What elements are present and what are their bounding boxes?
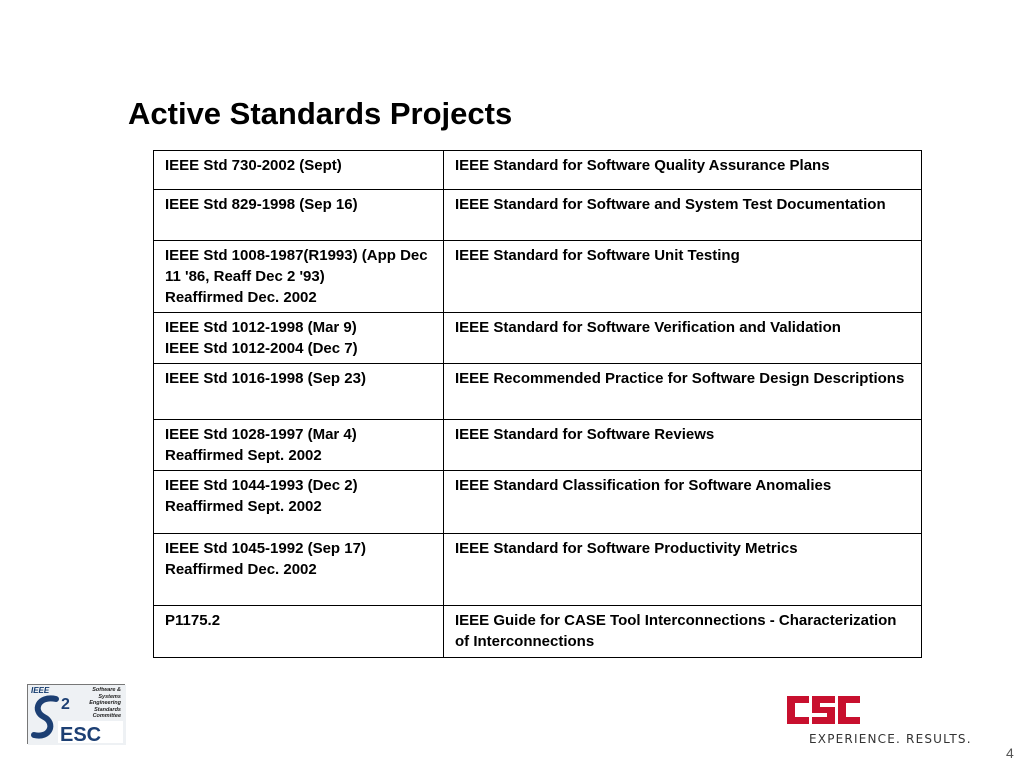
standard-cell: IEEE Std 730-2002 (Sept) <box>154 151 444 190</box>
standard-cell: IEEE Std 829-1998 (Sep 16) <box>154 190 444 241</box>
standard-cell: IEEE Std 1008-1987(R1993) (App Dec 11 '86, Reaff Dec 2 '93) Reaffirmed Dec. 2002 <box>154 241 444 313</box>
table-row <box>154 190 922 241</box>
description-cell: IEEE Standard for Software Unit Testing <box>444 241 922 313</box>
standard-cell: IEEE Std 1016-1998 (Sep 23) <box>154 364 444 420</box>
csc-logo-icon <box>785 692 865 728</box>
description-cell: IEEE Standard for Software Verification and Validation <box>444 313 922 364</box>
page-number: 4 <box>1006 745 1014 761</box>
svg-text:2: 2 <box>61 696 70 713</box>
csc-tagline: EXPERIENCE. RESULTS. <box>809 732 972 746</box>
description-cell: IEEE Standard Classification for Software Anomalies <box>444 471 922 534</box>
description-cell: IEEE Guide for CASE Tool Interconnections - Characterization of Interconnections <box>444 606 922 658</box>
slide-title: Active Standards Projects <box>128 96 513 131</box>
table-row <box>154 471 922 534</box>
table-row <box>154 151 922 190</box>
description-cell: IEEE Standard for Software Productivity Metrics <box>444 534 922 606</box>
description-cell: IEEE Recommended Practice for Software Design Descriptions <box>444 364 922 420</box>
standard-cell: IEEE Std 1012-1998 (Mar 9) IEEE Std 1012-2004 (Dec 7) <box>154 313 444 364</box>
svg-text:ESC: ESC <box>60 724 102 745</box>
table-row <box>154 241 922 313</box>
committee-label: Software & Systems Engineering Standards Committee <box>89 687 121 719</box>
table-row <box>154 534 922 606</box>
standards-table <box>153 150 922 658</box>
description-cell: IEEE Standard for Software Reviews <box>444 420 922 471</box>
table-row <box>154 420 922 471</box>
description-cell: IEEE Standard for Software Quality Assurance Plans <box>444 151 922 190</box>
csc-logo <box>785 692 990 748</box>
table-row <box>154 606 922 658</box>
s2esc-logo <box>27 684 125 744</box>
standard-cell: IEEE Std 1028-1997 (Mar 4) Reaffirmed Sept. 2002 <box>154 420 444 471</box>
table-row <box>154 364 922 420</box>
description-cell: IEEE Standard for Software and System Test Documentation <box>444 190 922 241</box>
ieee-label: IEEE <box>31 686 50 695</box>
standard-cell: IEEE Std 1045-1992 (Sep 17) Reaffirmed Dec. 2002 <box>154 534 444 606</box>
standard-cell: P1175.2 <box>154 606 444 658</box>
table-row <box>154 313 922 364</box>
standard-cell: IEEE Std 1044-1993 (Dec 2) Reaffirmed Sept. 2002 <box>154 471 444 534</box>
